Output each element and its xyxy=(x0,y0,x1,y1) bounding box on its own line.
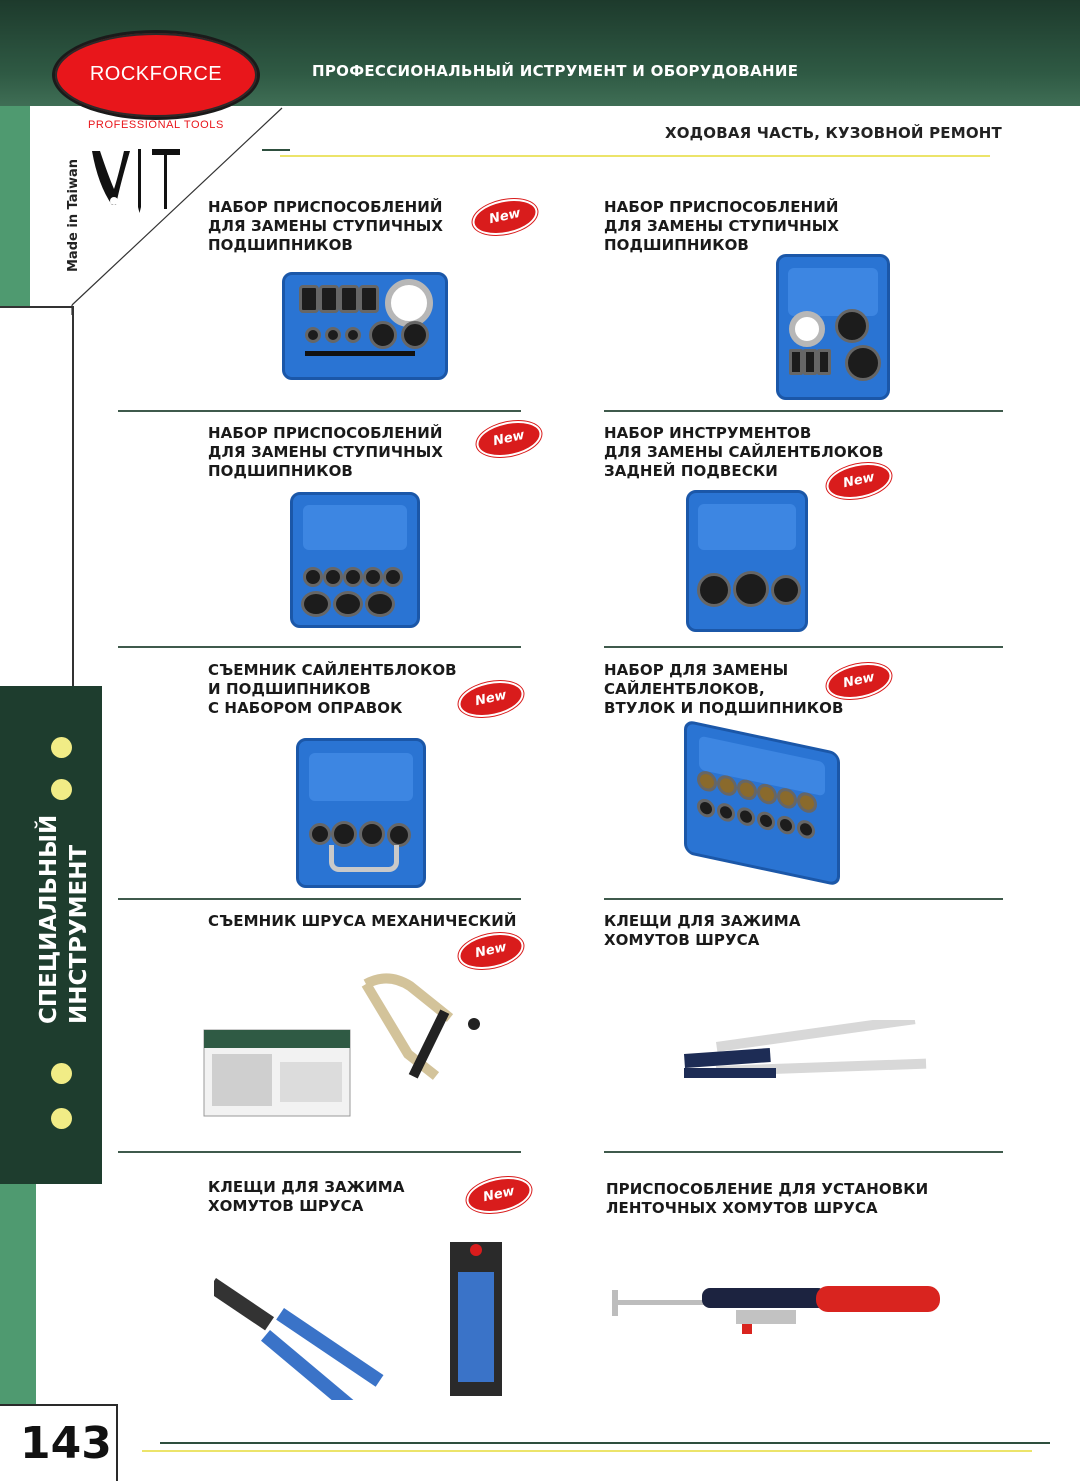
product-image xyxy=(296,738,426,888)
header-title: ПРОФЕССИОНАЛЬНЫЙ ИСТРУМЕНТ И ОБОРУДОВАНИЕ xyxy=(312,62,799,80)
new-badge: New xyxy=(455,676,527,723)
footer-rule xyxy=(160,1442,1050,1444)
pliers-screwdriver-icon xyxy=(86,145,186,215)
product-title: КЛЕЩИ ДЛЯ ЗАЖИМА ХОМУТОВ ШРУСА xyxy=(208,1178,405,1215)
side-tab-label: СПЕЦИАЛЬНЫЙ ИНСТРУМЕНТ xyxy=(36,814,92,1024)
bullet-dot xyxy=(51,737,72,758)
product-title: НАБОР ПРИСПОСОБЛЕНИЙ ДЛЯ ЗАМЕНЫ СТУПИЧНЫХ ПОДШИПНИКОВ xyxy=(208,424,444,480)
left-rule xyxy=(72,308,74,686)
row-divider xyxy=(118,646,521,648)
row-divider xyxy=(604,646,1003,648)
product-image xyxy=(290,492,420,628)
new-badge: New xyxy=(469,194,541,241)
origin-label: Made in Taiwan xyxy=(66,158,81,272)
section-title: ХОДОВАЯ ЧАСТЬ, КУЗОВНОЙ РЕМОНТ xyxy=(664,124,1002,142)
product-image xyxy=(686,490,808,632)
product-title: СЪЕМНИК ШРУСА МЕХАНИЧЕСКИЙ xyxy=(208,912,517,930)
product-image xyxy=(606,1270,946,1340)
product-image xyxy=(282,272,448,380)
new-badge: New xyxy=(455,928,527,975)
logo-subtitle: PROFESSIONAL TOOLS xyxy=(88,119,224,131)
new-badge: New xyxy=(823,458,895,505)
product-image xyxy=(776,254,890,400)
left-rule-horizontal xyxy=(0,306,74,308)
row-divider xyxy=(604,410,1003,412)
bullet-dot xyxy=(51,1063,72,1084)
bullet-dot xyxy=(51,1108,72,1129)
product-image xyxy=(198,966,508,1126)
product-image xyxy=(684,719,840,886)
product-image xyxy=(214,1238,514,1400)
accent-strip-bottom xyxy=(0,1184,36,1406)
product-title: НАБОР ПРИСПОСОБЛЕНИЙ ДЛЯ ЗАМЕНЫ СТУПИЧНЫХ ПОДШИПНИКОВ xyxy=(604,198,840,254)
page-number: 143 xyxy=(20,1418,112,1469)
new-badge: New xyxy=(823,658,895,705)
logo-text: ROCKFORCE xyxy=(89,63,223,85)
row-divider xyxy=(604,898,1003,900)
bullet-dot xyxy=(51,779,72,800)
row-divider xyxy=(604,1151,1003,1153)
product-title: НАБОР ПРИСПОСОБЛЕНИЙ ДЛЯ ЗАМЕНЫ СТУПИЧНЫХ ПОДШИПНИКОВ xyxy=(208,198,444,254)
product-image xyxy=(676,1020,936,1100)
product-title: ПРИСПОСОБЛЕНИЕ ДЛЯ УСТАНОВКИ ЛЕНТОЧНЫХ ХОМУТОВ ШРУСА xyxy=(606,1180,929,1217)
row-divider xyxy=(118,410,521,412)
product-title: СЪЕМНИК САЙЛЕНТБЛОКОВ И ПОДШИПНИКОВ С НАБОРОМ ОПРАВОК xyxy=(208,661,457,717)
section-rule-yellow xyxy=(280,155,990,157)
product-title: НАБОР ИНСТРУМЕНТОВ ДЛЯ ЗАМЕНЫ САЙЛЕНТБЛОКОВ ЗАДНЕЙ ПОДВЕСКИ xyxy=(604,424,884,480)
new-badge: New xyxy=(473,416,545,463)
row-divider xyxy=(118,898,521,900)
product-title: КЛЕЩИ ДЛЯ ЗАЖИМА ХОМУТОВ ШРУСА xyxy=(604,912,801,949)
new-badge: New xyxy=(463,1172,535,1219)
row-divider xyxy=(118,1151,521,1153)
footer-rule-yellow xyxy=(142,1450,1032,1452)
product-title: НАБОР ДЛЯ ЗАМЕНЫ САЙЛЕНТБЛОКОВ, ВТУЛОК И ПОДШИПНИКОВ xyxy=(604,661,844,717)
